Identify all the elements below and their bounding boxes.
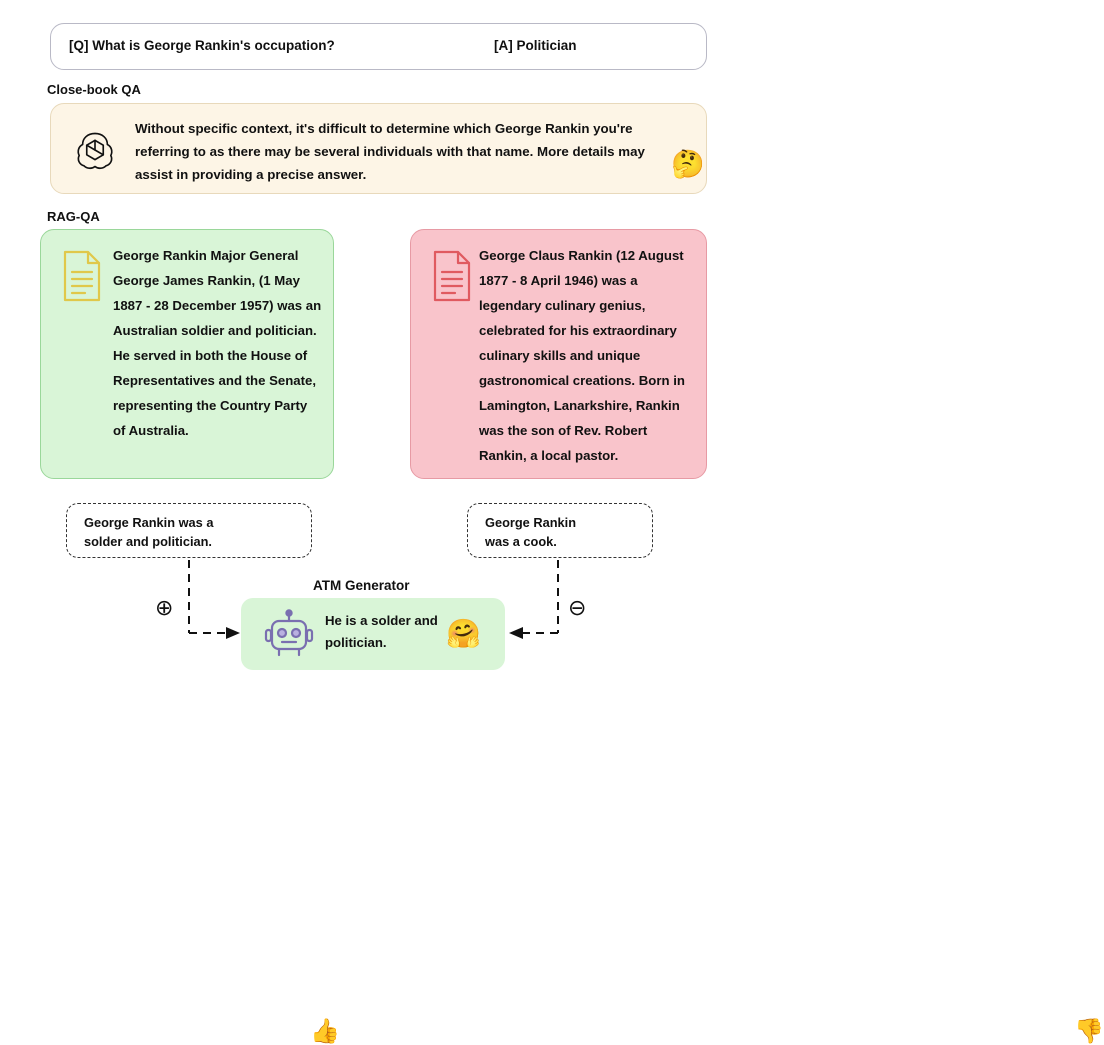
thumbs-down-icon: 👎 [1074, 1018, 1104, 1045]
operator-minus-icon: ⊖ [568, 595, 587, 620]
document-icon [429, 249, 475, 303]
closed-book-text: Without specific context, it's difficult to determine which George Rankin you're referring to as there may be several individuals with that name. More details may assist in providing a precise answer. [135, 121, 645, 182]
document-text: George Claus Rankin (12 August 1877 - 8 April 1946) was a legendary culinary genius, celebrated for his extraordinary culinary skills and unique gastronomical creations. Born in Lamington, Lanarkshire, Rankin was the son of Rev. Robert Rankin, a local pastor. [479, 248, 685, 463]
document-icon [59, 249, 105, 303]
atm-generator-title: ATM Generator [313, 578, 410, 593]
openai-logo-icon [73, 128, 117, 172]
hugging-face-icon: 🤗 [446, 618, 481, 649]
robot-icon [265, 608, 313, 660]
qa-answer: [A] Politician [494, 38, 577, 53]
atm-generator-text: He is a solder and politician. [325, 613, 438, 650]
section-label-rag-qa: RAG-QA [47, 209, 100, 224]
closed-book-panel [50, 103, 707, 194]
retrieved-document-green [40, 229, 334, 479]
answer-bubble-text: George Rankin was a cook. [485, 515, 577, 549]
thinking-face-icon: 🤔 [671, 149, 705, 179]
qa-question: [Q] What is George Rankin's occupation? [69, 38, 335, 53]
section-label-closed-book: Close-book QA [47, 82, 141, 97]
thumbs-up-icon: 👍 [310, 1018, 340, 1045]
atm-generator-output [241, 598, 505, 670]
answer-bubble-positive [66, 503, 340, 1045]
document-text: George Rankin Major General George James Rankin, (1 May 1887 - 28 December 1957) was an Australian soldier and politician. He served in both the House of Representatives and the Senate, representing the Country Party of Australia. [113, 248, 322, 438]
answer-bubble-negative [467, 503, 1104, 1045]
qa-bar [50, 23, 707, 70]
operator-plus-icon: ⊕ [155, 595, 174, 620]
retrieved-document-red [410, 229, 707, 479]
answer-bubble-text: George Rankin was a solder and politician. [84, 515, 214, 549]
